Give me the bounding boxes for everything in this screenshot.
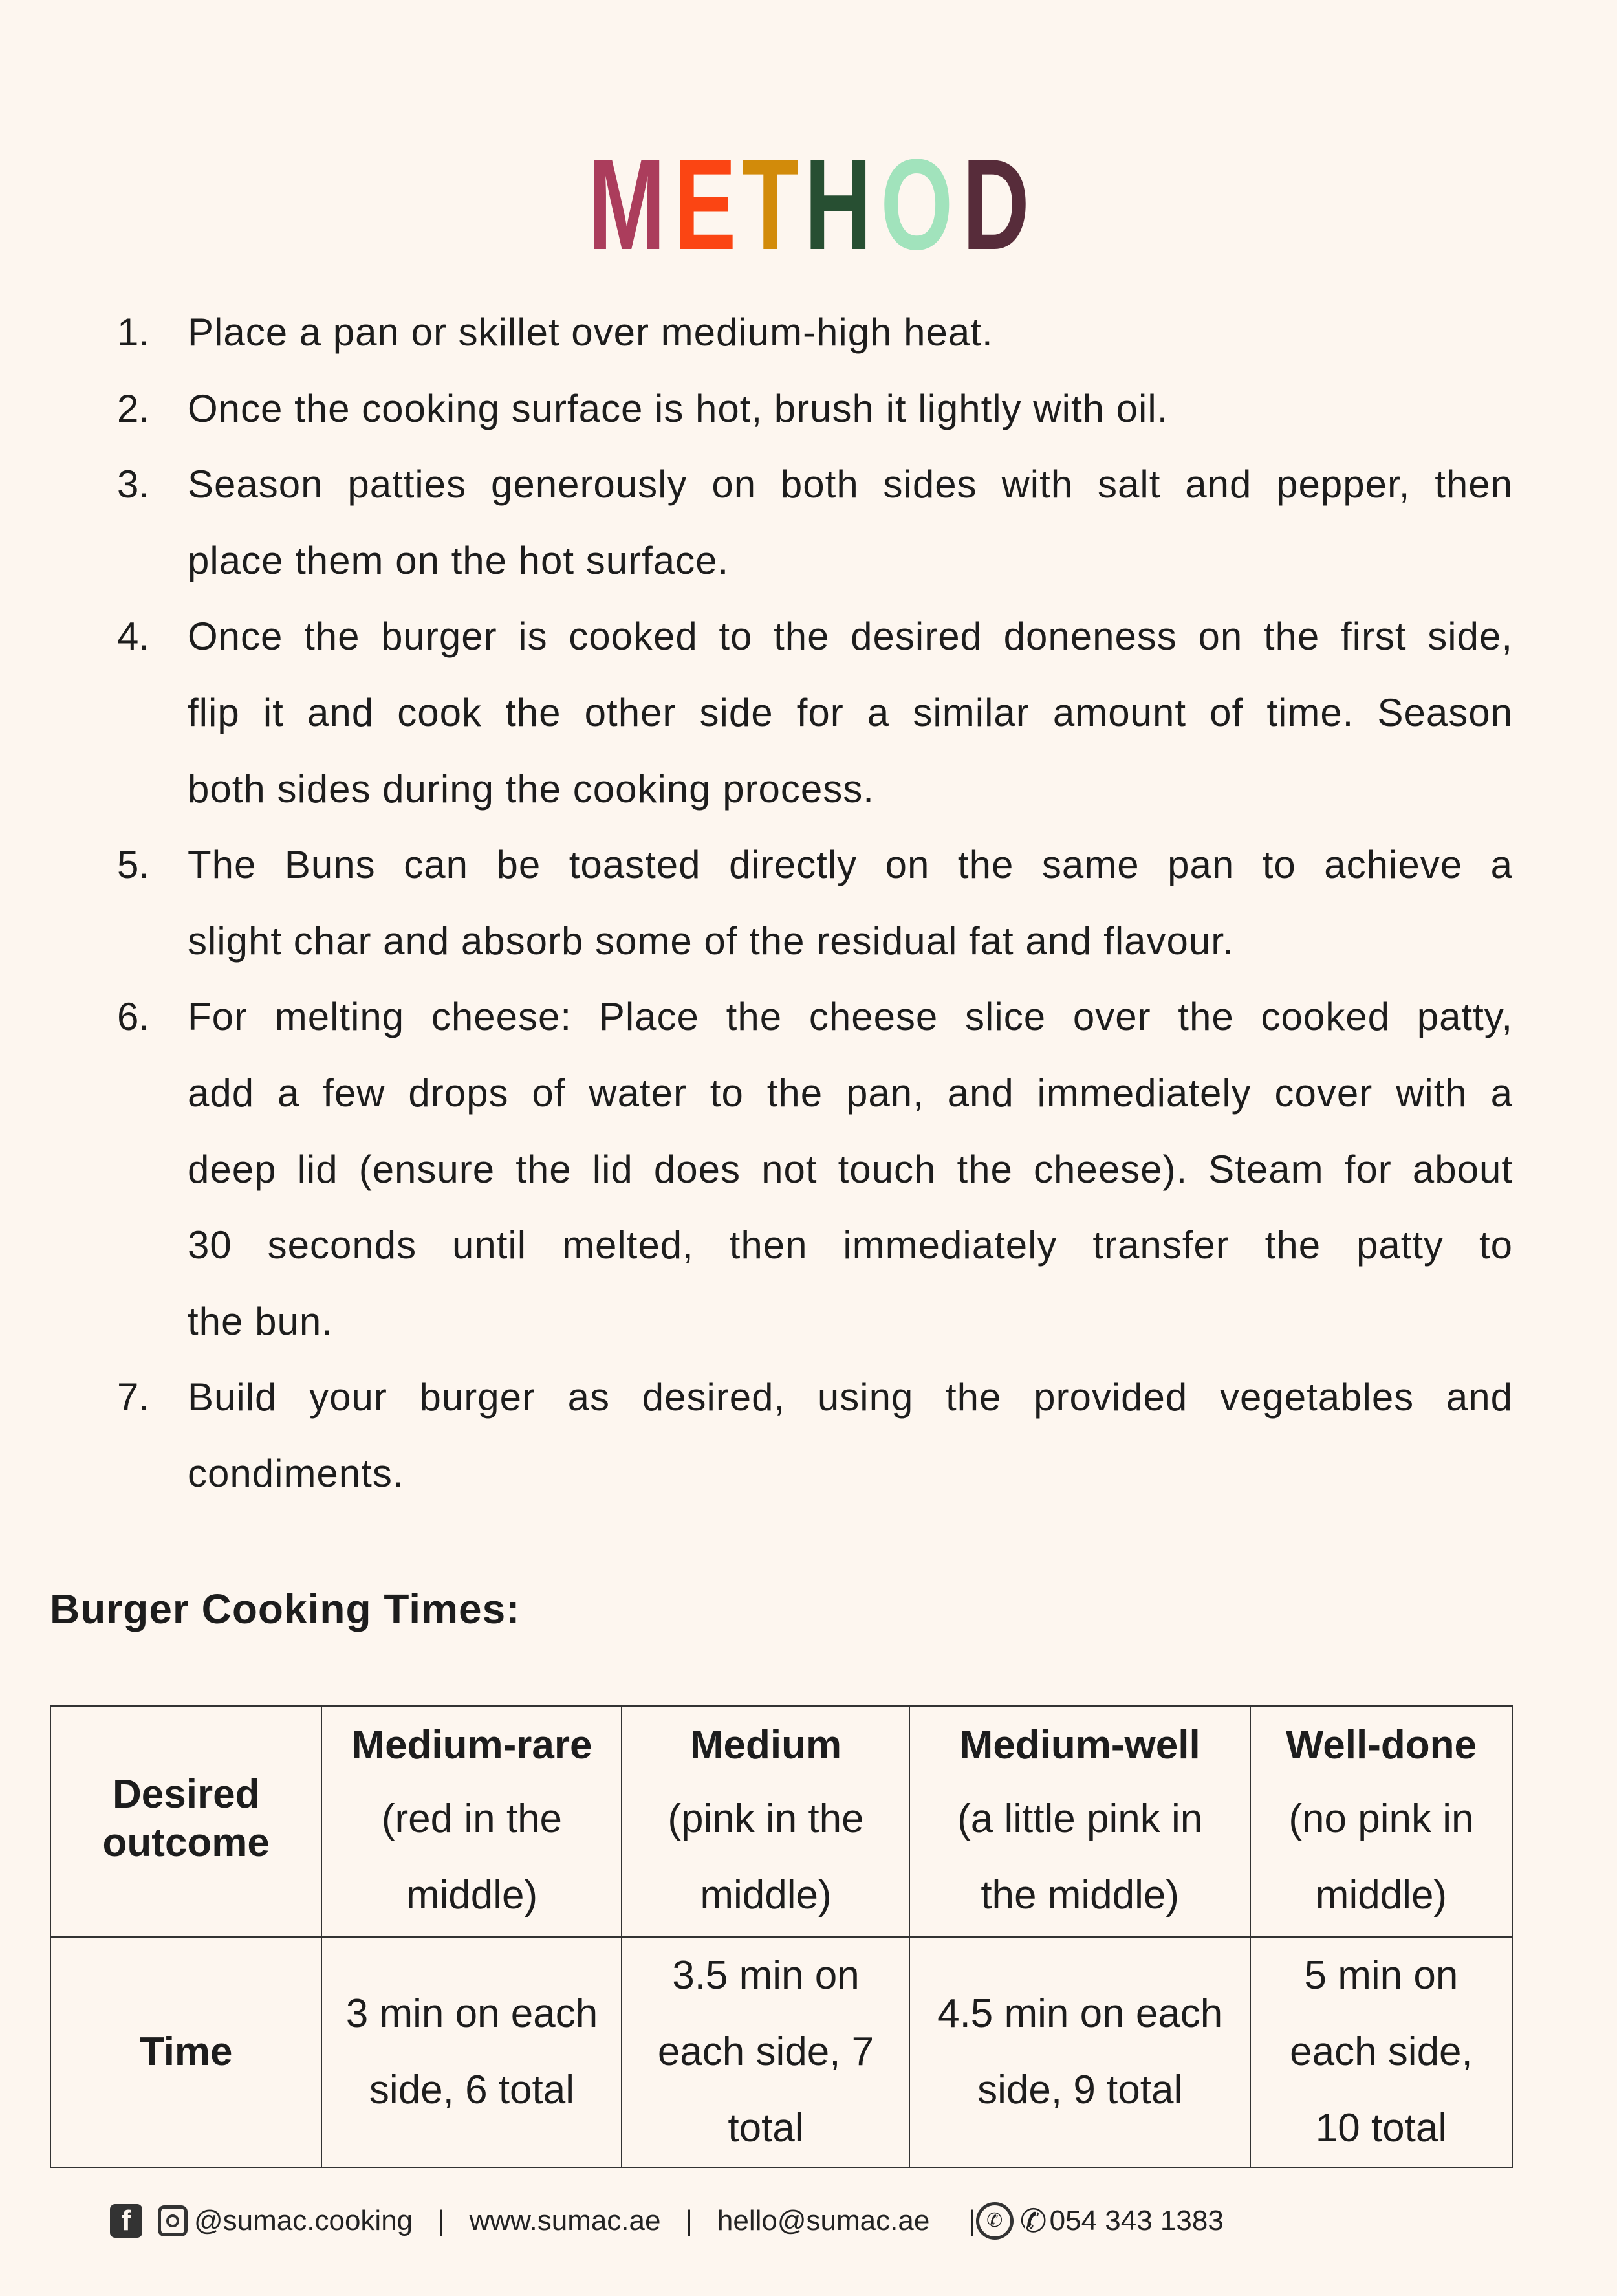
website-link[interactable]: www.sumac.ae xyxy=(469,2205,661,2236)
step-number: 6. xyxy=(117,995,150,1039)
cooking-time-line: 3 min on each xyxy=(345,1991,598,2036)
step-text-line: Once the cooking surface is hot, brush it lightly with oil. xyxy=(188,386,1169,430)
step-text-line: Build your burger as desired, using the provided vegetables and xyxy=(188,1375,1513,1419)
instagram-icon[interactable] xyxy=(158,2205,188,2236)
step-text-line: place them on the hot surface. xyxy=(188,538,730,582)
email-address[interactable]: hello@sumac.ae xyxy=(717,2205,930,2236)
list-item xyxy=(117,827,1513,979)
step-text-line: Once the burger is cooked to the desired doneness on the first side, xyxy=(188,615,1513,659)
cooking-time-line: 5 min on xyxy=(1304,1953,1459,1998)
cooking-time-line: 10 total xyxy=(1315,2106,1448,2150)
doneness-description: middle) xyxy=(1315,1872,1448,1918)
doneness-header xyxy=(909,1706,1250,1937)
separator: | xyxy=(437,2205,445,2236)
cooking-time-line: total xyxy=(728,2106,804,2150)
list-item xyxy=(117,598,1513,827)
list-item xyxy=(117,294,1513,371)
doneness-name: Medium-rare xyxy=(351,1722,592,1767)
step-number: 4. xyxy=(117,615,150,659)
step-text-line: 30 seconds until melted, then immediately transfer the patty to xyxy=(188,1223,1513,1267)
cooking-time-cell xyxy=(622,1937,909,2167)
step-number: 5. xyxy=(117,843,150,887)
doneness-description: (no pink in xyxy=(1288,1796,1474,1841)
step-text-line: deep lid (ensure the lid does not touch the cheese). Steam for about xyxy=(188,1147,1513,1191)
table-row xyxy=(50,1937,1512,2167)
separator: | xyxy=(968,2205,976,2236)
doneness-description: middle) xyxy=(700,1872,832,1918)
cooking-time-cell xyxy=(321,1937,622,2167)
title-letter: E xyxy=(674,133,739,277)
cooking-times-table xyxy=(50,1705,1513,2168)
doneness-header xyxy=(321,1706,622,1937)
cooking-time-line: 3.5 min on xyxy=(672,1953,860,1998)
doneness-description: the middle) xyxy=(981,1872,1180,1918)
list-item xyxy=(117,1359,1513,1511)
doneness-name: Medium xyxy=(689,1722,842,1767)
cell-line: Desired xyxy=(113,1771,260,1817)
method-title xyxy=(0,133,1617,277)
title-letter: H xyxy=(804,133,874,277)
step-number: 2. xyxy=(117,386,150,430)
separator: | xyxy=(685,2205,693,2236)
cooking-time-line: each side, 7 xyxy=(657,2029,874,2074)
step-text-line: The Buns can be toasted directly on the same pan to achieve a xyxy=(188,843,1513,887)
row-header-time xyxy=(50,1937,321,2167)
list-item xyxy=(117,371,1513,447)
step-text-line: the bun. xyxy=(188,1299,333,1343)
cell-line: Time xyxy=(139,2029,233,2074)
facebook-icon[interactable]: f xyxy=(110,2204,142,2238)
cooking-time-line: 4.5 min on each xyxy=(937,1991,1223,2036)
doneness-header xyxy=(1250,1706,1512,1937)
doneness-description: middle) xyxy=(406,1872,538,1918)
step-text-line: For melting cheese: Place the cheese slice over the cooked patty, xyxy=(188,995,1513,1039)
whatsapp-icon[interactable]: ✆ xyxy=(976,2202,1014,2240)
list-item xyxy=(117,979,1513,1359)
cooking-time-cell xyxy=(909,1937,1250,2167)
doneness-description: (red in the xyxy=(381,1796,563,1841)
step-text-line: Season patties generously on both sides with salt and pepper, then xyxy=(188,463,1513,507)
phone-number[interactable]: 054 343 1383 xyxy=(1049,2205,1224,2236)
step-text-line: both sides during the cooking process. xyxy=(188,767,874,811)
doneness-description: (a little pink in xyxy=(957,1796,1203,1841)
step-text-line: Place a pan or skillet over medium-high heat. xyxy=(188,311,993,354)
doneness-description: (pink in the xyxy=(667,1796,864,1841)
step-number: 3. xyxy=(117,463,150,507)
list-item xyxy=(117,446,1513,598)
cooking-time-line: side, 9 total xyxy=(977,2068,1183,2112)
title-letter: M xyxy=(587,133,667,277)
doneness-name: Medium-well xyxy=(959,1722,1200,1767)
doneness-header xyxy=(622,1706,909,1937)
cooking-times-heading: Burger Cooking Times: xyxy=(50,1586,521,1632)
method-steps xyxy=(117,294,1513,1512)
step-number: 1. xyxy=(117,311,150,354)
cooking-time-line: side, 6 total xyxy=(369,2068,575,2112)
title-letter: T xyxy=(741,133,801,277)
phone-icon: ✆ xyxy=(1019,2203,1047,2239)
title-letter: D xyxy=(962,133,1032,277)
row-header-desired-outcome xyxy=(50,1706,321,1937)
footer xyxy=(110,2198,1224,2244)
title-letter: O xyxy=(880,133,955,277)
table-row xyxy=(50,1706,1512,1937)
cooking-time-cell xyxy=(1250,1937,1512,2167)
cell-line: outcome xyxy=(102,1820,270,1865)
cooking-time-line: each side, xyxy=(1290,2029,1473,2074)
step-text-line: flip it and cook the other side for a similar amount of time. Season xyxy=(188,690,1513,734)
instagram-handle[interactable]: @sumac.cooking xyxy=(194,2205,413,2236)
step-text-line: add a few drops of water to the pan, and immediately cover with a xyxy=(188,1071,1513,1115)
step-number: 7. xyxy=(117,1375,150,1419)
doneness-name: Well-done xyxy=(1285,1722,1477,1767)
step-text-line: slight char and absorb some of the residual fat and flavour. xyxy=(188,919,1234,963)
step-text-line: condiments. xyxy=(188,1451,404,1495)
